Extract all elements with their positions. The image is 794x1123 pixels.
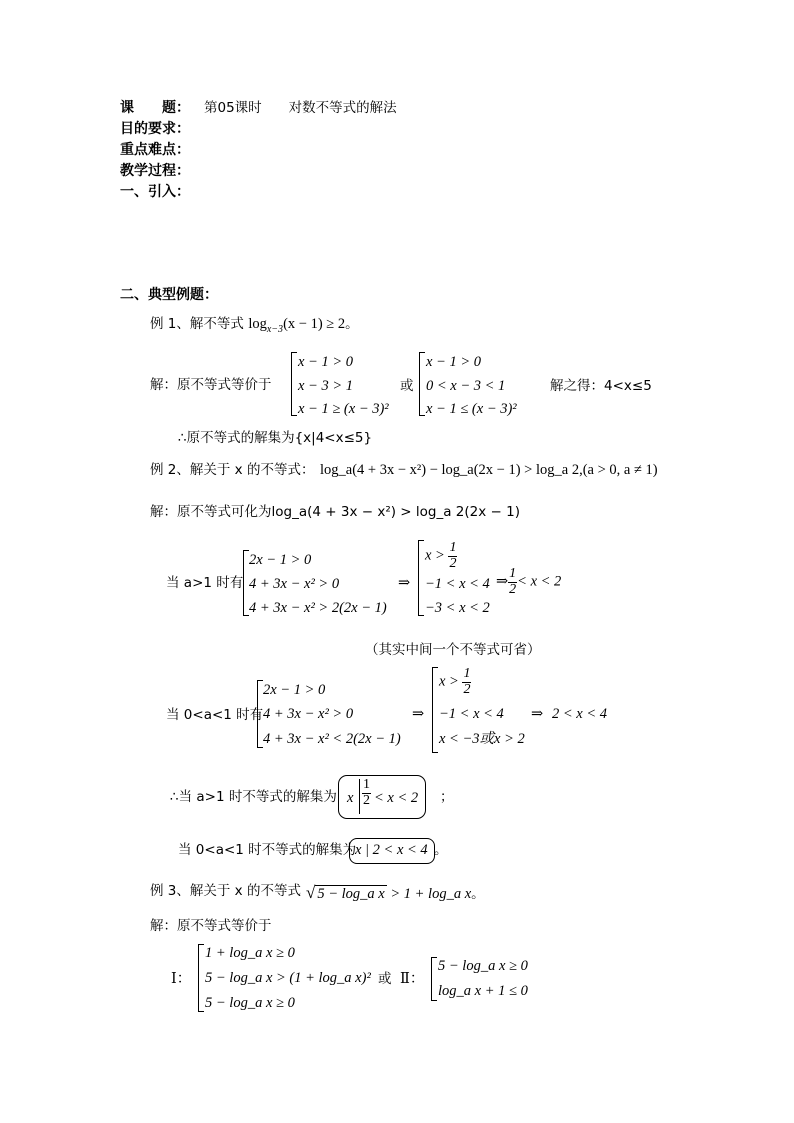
frac-den: 2: [363, 792, 370, 808]
ex3-solution: 解：原不等式等价于: [150, 918, 272, 934]
ex1-title-line: [150, 316, 359, 335]
frac-den: 2: [449, 555, 457, 571]
ex3-sys1-line3: 5 − log_a x ≥ 0: [205, 995, 295, 1011]
frac: [362, 778, 371, 808]
ex2-case1-res1: [425, 541, 457, 571]
ex1-sys1-brace: [291, 352, 292, 416]
ex2-conclusion1-set-bar: [359, 779, 360, 814]
ex2-conclusion1-set-frac: [362, 778, 371, 808]
ex2-solution: 解：原不等式可化为log_a(4 + 3x − x²) > log_a 2(2x − 1): [150, 504, 520, 520]
ex1-sys2-line1: x − 1 > 0: [426, 354, 482, 370]
ex3-sys2-line1: 5 − log_a x ≥ 0: [438, 958, 528, 974]
ex3-sys1-line2: 5 − log_a x > (1 + log_a x)²: [205, 970, 371, 986]
ex3-title: 例 3、解关于 x 的不等式: [150, 883, 301, 899]
ex3-root: 5 − log_a x: [317, 886, 385, 902]
ex3-sys1-brace: [198, 944, 199, 1012]
ex2-case2-line1: 2x − 1 > 0: [263, 682, 326, 698]
ex2-case1-final: [496, 567, 561, 597]
ex2-case2-res-brace: [432, 667, 433, 753]
ex2-conclusion1-text: ∴当 a>1 时不等式的解集为: [170, 789, 337, 805]
ex2-case1-line1: 2x − 1 > 0: [249, 552, 312, 568]
ex3-label1: Ⅰ：: [171, 971, 192, 987]
ex1-sys2-brace: [419, 352, 420, 416]
ex2-case2-label: 当 0<a<1 时有: [166, 707, 264, 723]
ex1-end: 。: [345, 316, 359, 332]
ex2-conclusion1-set-x: x: [347, 790, 354, 806]
ex3-sys2-line2: log_a x + 1 ≤ 0: [438, 983, 528, 999]
ex3-label2: Ⅱ：: [400, 971, 425, 987]
ex1-sys1-line3: x − 1 ≥ (x − 3)²: [298, 401, 389, 417]
ex2-conclusion1-set-rest: < x < 2: [374, 790, 419, 806]
ex2-conclusion2-end: 。: [434, 842, 448, 858]
sqrt-icon: √: [306, 883, 316, 902]
ex2-expr: log_a(4 + 3x − x²) − log_a(2x − 1) > log_a 2,(a > 0, a ≠ 1): [320, 462, 658, 478]
ex2-case1-res1-text: x >: [425, 547, 449, 564]
ex3-or: 或: [378, 971, 392, 987]
ex1-result: 解之得：4<x≤5: [550, 378, 652, 394]
intro-label: 一、引入：: [120, 184, 190, 200]
ex2-note: （其实中间一个不等式可省）: [365, 642, 541, 658]
frac-num: 1: [363, 777, 370, 792]
ex2-case2-arrow2: ⇒: [531, 706, 544, 722]
res-text: x >: [439, 673, 463, 690]
ex1-log-base: x−3: [266, 323, 284, 335]
ex2-half-frac-c: [462, 667, 471, 697]
final-text: < x < 2: [517, 573, 562, 590]
ex1-sys1-line2: x − 3 > 1: [298, 378, 354, 394]
ex2-case1-line3: 4 + 3x − x² > 2(2x − 1): [249, 600, 387, 616]
ex1-or: 或: [400, 378, 414, 394]
key-points-label: 重点难点：: [120, 142, 190, 158]
ex3-expr: [306, 883, 485, 903]
ex2-conclusion1-end: ；: [440, 789, 454, 805]
ex2-case1-arrow: ⇒: [398, 575, 411, 591]
ex2-conclusion2-set: x | 2 < x < 4: [355, 842, 428, 858]
ex2-case2-res3: x < −3或x > 2: [439, 731, 525, 747]
ex3-rest: > 1 + log_a x: [386, 886, 472, 902]
ex2-conclusion2-text: 当 0<a<1 时不等式的解集为: [178, 842, 357, 858]
ex2-case2-final: 2 < x < 4: [552, 706, 608, 722]
frac-num: 1: [449, 540, 457, 555]
frac-den: 2: [509, 581, 517, 597]
ex1-conclusion: ∴原不等式的解集为{x|4<x≤5}: [178, 430, 373, 446]
ex2-case1-label: 当 a>1 时有: [166, 575, 244, 591]
frac-num: 1: [509, 566, 517, 581]
ex1-log: log: [248, 316, 267, 332]
ex2-half-frac-b: [508, 567, 517, 597]
ex2-case1-res3: −3 < x < 2: [425, 600, 490, 616]
ex2-title: 例 2、解关于 x 的不等式：: [150, 462, 315, 478]
ex2-case1-line2: 4 + 3x − x² > 0: [249, 576, 340, 592]
ex1-sys1-line1: x − 1 > 0: [298, 354, 354, 370]
ex1-expr: (x − 1) ≥ 2: [283, 316, 346, 332]
objectives-label: 目的要求：: [120, 121, 190, 137]
ex1-sys2-line2: 0 < x − 3 < 1: [426, 378, 506, 394]
ex2-case1-brace: [243, 550, 244, 616]
frac-den: 2: [463, 681, 471, 697]
ex1-solution-label: 解：原不等式等价于: [150, 377, 272, 393]
section2-title: 二、典型例题：: [120, 287, 218, 303]
ex2-case2-arrow: ⇒: [412, 706, 425, 722]
ex2-case2-res2: −1 < x < 4: [439, 706, 504, 722]
ex1-title: 例 1、解不等式: [150, 316, 244, 332]
ex2-case1-res2: −1 < x < 4: [425, 576, 490, 592]
arrow: ⇒: [496, 573, 509, 590]
topic-value: 第05课时 对数不等式的解法: [204, 100, 397, 116]
topic-label: 课 题：: [120, 100, 190, 116]
ex3-sys1-line1: 1 + log_a x ≥ 0: [205, 945, 295, 961]
ex3-sys2-brace: [431, 957, 432, 1001]
ex3-end: 。: [471, 886, 485, 902]
ex2-half-frac-a: [448, 541, 457, 571]
ex1-sys2-line3: x − 1 ≤ (x − 3)²: [426, 401, 517, 417]
frac-num: 1: [463, 666, 471, 681]
process-label: 教学过程：: [120, 163, 190, 179]
ex2-case1-res-brace: [418, 540, 419, 616]
ex2-case2-res1: [439, 667, 471, 697]
ex2-case2-line2: 4 + 3x − x² > 0: [263, 706, 354, 722]
ex2-case2-line3: 4 + 3x − x² < 2(2x − 1): [263, 731, 401, 747]
ex2-case2-brace: [257, 680, 258, 748]
